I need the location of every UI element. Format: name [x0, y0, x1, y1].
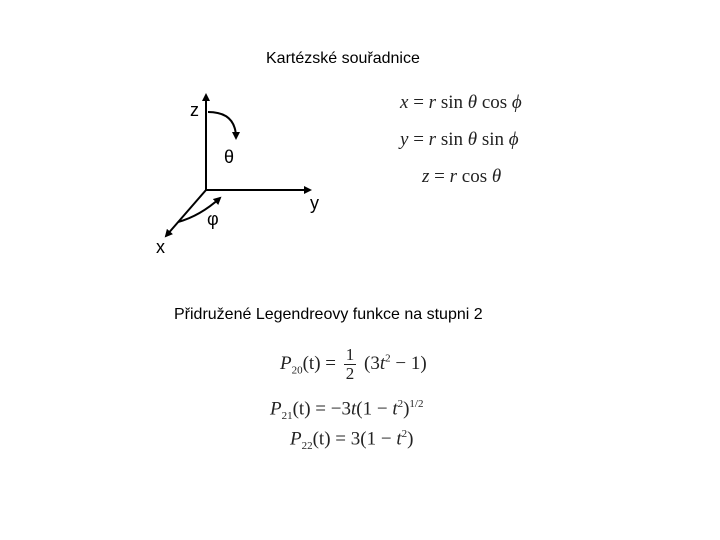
eq-y-r: r — [428, 129, 437, 150]
eq-y-sin2: sin — [481, 129, 505, 150]
p21-arg: (t) — [292, 398, 311, 420]
p21-name: P — [270, 398, 282, 420]
p20-name: P — [280, 352, 292, 374]
p22-eq: = — [335, 428, 347, 450]
eq-x-lhs: x — [400, 92, 409, 113]
p22-t: t — [396, 428, 402, 450]
p21-t2: t — [392, 398, 398, 420]
p22-coef: 3(1 − — [350, 428, 392, 450]
p22-sub: 22 — [301, 440, 313, 453]
p21-eq: = — [315, 398, 327, 420]
p20-den: 2 — [345, 364, 355, 383]
p20-fraction — [344, 346, 357, 383]
p20-sq: 2 — [385, 352, 391, 365]
eq-y-theta: θ — [467, 129, 478, 150]
p22-close: ) — [407, 428, 414, 450]
p20-sub: 20 — [291, 364, 303, 377]
equation-z: z = r cos θ — [422, 166, 502, 187]
x-axis-label: x — [156, 237, 165, 257]
eq-z-r: r — [449, 166, 458, 187]
z-axis-label: z — [190, 100, 199, 120]
phi-label: φ — [207, 209, 219, 229]
p21-t: t — [350, 398, 357, 420]
equation-p21 — [270, 399, 423, 422]
theta-label: θ — [224, 147, 235, 167]
equation-x: x = r sin θ cos ϕ — [400, 92, 522, 113]
eq-x-theta: θ — [467, 92, 478, 113]
p22-sq: 2 — [401, 428, 408, 440]
p21-sq: 2 — [397, 398, 404, 410]
p20-body-close: − 1) — [395, 352, 427, 374]
equation-p20 — [280, 346, 427, 383]
p20-t: t — [379, 352, 386, 374]
theta-arc — [208, 112, 236, 138]
p20-num: 1 — [345, 345, 355, 364]
p20-arg: (t) — [302, 352, 321, 374]
legendre-title: Přidružené Legendreovy funkce na stupni 2 — [174, 306, 483, 323]
equation-y: y = r sin θ sin ϕ — [400, 129, 519, 150]
equation-p22 — [290, 429, 413, 452]
p22-arg: (t) — [312, 428, 331, 450]
eq-y-phi: ϕ — [508, 129, 519, 150]
p20-eq: = — [325, 352, 337, 374]
eq-z-lhs: z — [422, 166, 430, 187]
cartesian-title: Kartézské souřadnice — [266, 50, 420, 67]
p22-name: P — [290, 428, 302, 450]
p21-close: ) — [403, 398, 410, 420]
eq-x-sin: sin — [440, 92, 463, 113]
p21-exp: 1/2 — [409, 398, 424, 410]
p21-paren: (1 − — [356, 398, 388, 420]
p21-coef: −3 — [330, 398, 351, 420]
eq-y-sin1: sin — [440, 129, 463, 150]
eq-z-cos: cos — [461, 166, 488, 187]
eq-y-lhs: y — [400, 129, 409, 150]
y-axis-label: y — [310, 193, 319, 213]
p20-body-open: (3 — [364, 352, 380, 374]
eq-x-phi: ϕ — [511, 92, 522, 113]
p21-sub: 21 — [281, 410, 293, 423]
eq-z-theta: θ — [491, 166, 502, 187]
eq-x-cos: cos — [481, 92, 508, 113]
eq-x-r: r — [428, 92, 437, 113]
